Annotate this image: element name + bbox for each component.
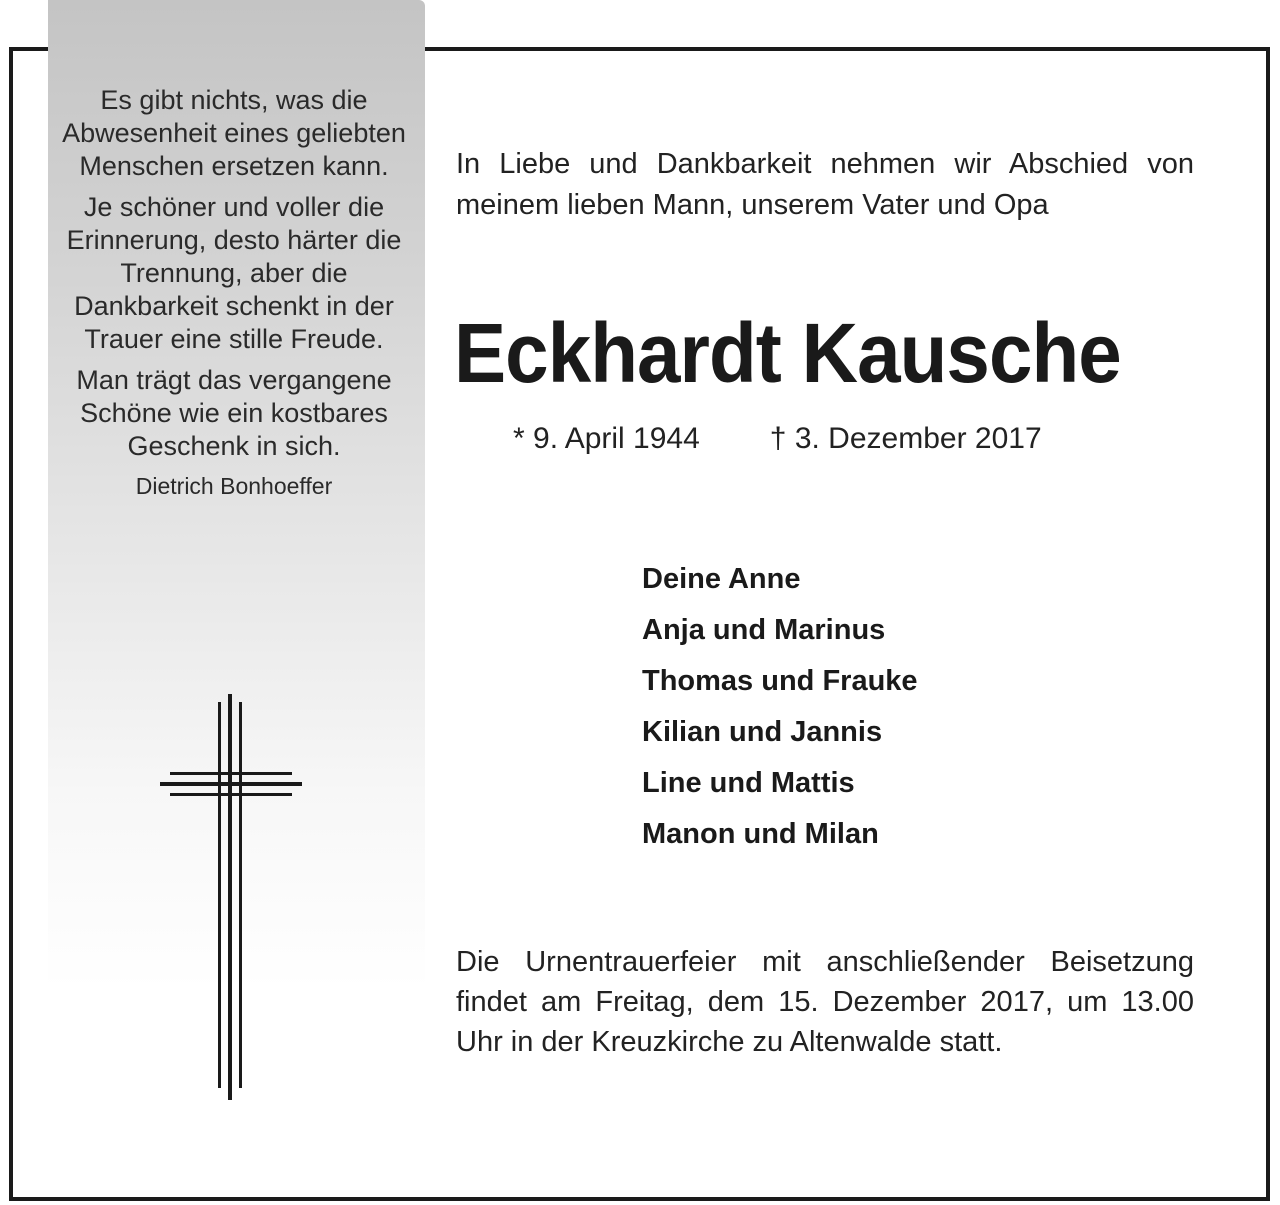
family-member: Deine Anne	[642, 563, 801, 595]
quote-block	[60, 84, 408, 509]
family-member: Anja und Marinus	[642, 614, 886, 646]
deceased-name: Eckhardt Kausche	[454, 306, 1121, 400]
intro-text: In Liebe und Dankbarkeit nehmen wir Abschied von meinem lieben Mann, unserem Vater und Opa	[456, 148, 1194, 221]
family-member: Line und Mattis	[642, 767, 855, 799]
life-dates	[513, 419, 1042, 459]
family-member: Kilian und Jannis	[642, 716, 883, 748]
cross-icon	[160, 694, 302, 1100]
family-list	[642, 554, 918, 860]
quote-author: Dietrich Bonhoeffer	[135, 473, 333, 499]
family-member: Manon und Milan	[642, 818, 879, 850]
ceremony-notice: Die Urnentrauerfeier mit anschließender Beisetzung findet am Freitag, dem 15. Dezember 2017, um 13.00 Uhr in der Kreuzkirche zu Altenwalde statt.	[456, 946, 1194, 1058]
family-member: Thomas und Frauke	[642, 665, 918, 697]
quote-paragraph-3: Man trägt das vergangene Schöne wie ein kostbares Geschenk in sich.	[76, 365, 392, 461]
quote-paragraph-2: Je schöner und voller die Erinnerung, desto härter die Trennung, aber die Dankbarkeit schenkt in der Trauer eine stille Freude.	[66, 192, 402, 354]
death-date: † 3. Dezember 2017	[769, 422, 1042, 455]
quote-paragraph-1: Es gibt nichts, was die Abwesenheit eines geliebten Menschen ersetzen kann.	[62, 85, 406, 181]
birth-date: * 9. April 1944	[513, 422, 700, 455]
